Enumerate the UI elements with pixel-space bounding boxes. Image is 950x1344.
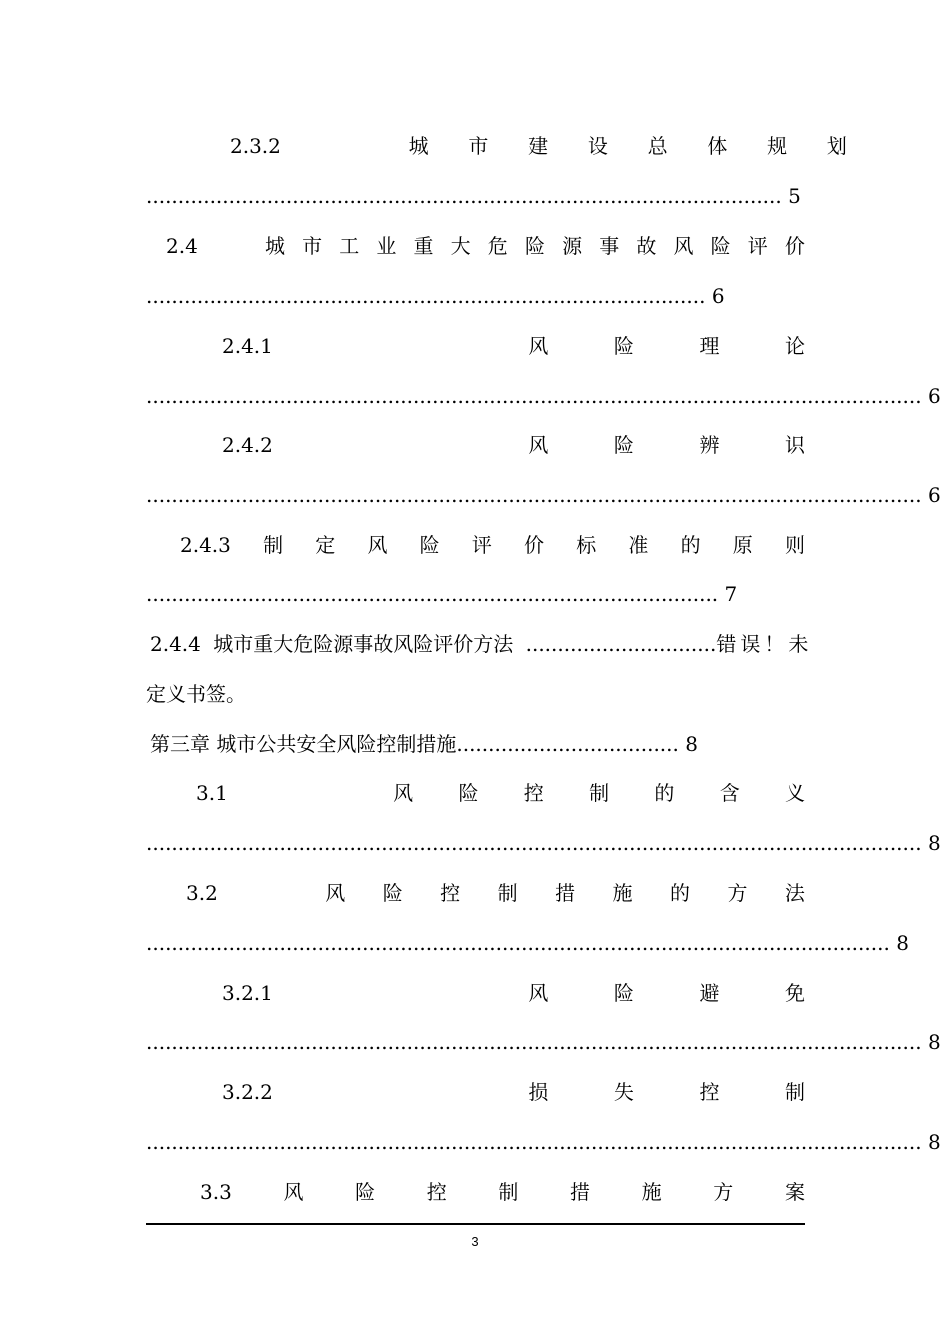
toc-entry-3-1[interactable]: 3.1 风 险 控 制 的 含 义 bbox=[196, 778, 805, 808]
toc-page: 5 bbox=[788, 184, 801, 208]
toc-entry-3-2[interactable]: 3.2 风 险 控 制 措 施 的 方 法 bbox=[186, 878, 805, 908]
toc-leader-2-4 bbox=[146, 281, 805, 311]
toc-leader-2-3-2 bbox=[146, 181, 805, 211]
toc-leader-2-4-3 bbox=[146, 579, 805, 609]
leader-dots: .......................................................................................................................... bbox=[146, 384, 922, 408]
toc-number: 2.3.2 bbox=[230, 134, 281, 158]
footer-divider bbox=[146, 1223, 805, 1225]
toc-page: 8 bbox=[896, 931, 909, 955]
toc-number: 2.4.4 bbox=[150, 632, 201, 656]
toc-entry-3-2-2[interactable]: 3.2.2 损 失 控 制 bbox=[222, 1077, 805, 1107]
toc-page: 6 bbox=[927, 483, 941, 507]
toc-title: 第三章 城市公共安全风险控制措施 bbox=[150, 732, 457, 756]
toc-entry-2-4-1[interactable]: 2.4.1 风 险 理 论 bbox=[222, 331, 805, 361]
toc-page: 8 bbox=[927, 831, 941, 855]
toc-entry-3-2-1[interactable]: 3.2.1 风 险 避 免 bbox=[222, 978, 805, 1008]
leader-dots: ................................... bbox=[456, 732, 679, 756]
toc-entry-chapter-3[interactable] bbox=[150, 729, 809, 759]
bookmark-error: 错误！未 bbox=[716, 632, 813, 656]
toc-number: 2.4.3 bbox=[180, 533, 231, 557]
toc-leader-2-4-1 bbox=[146, 381, 941, 411]
toc-number: 2.4.2 bbox=[222, 433, 273, 457]
toc-number: 3.1 bbox=[196, 781, 228, 805]
toc-entry-2-4[interactable]: 2.4 城 市 工 业 重 大 危 险 源 事 故 风 险 评 价 bbox=[166, 231, 805, 261]
leader-dots: .......................................................................................................................... bbox=[146, 1030, 922, 1054]
bookmark-error-cont: 定义书签。 bbox=[146, 682, 246, 706]
leader-dots: .......................................................................................... bbox=[146, 582, 719, 606]
toc-entry-2-4-2[interactable]: 2.4.2 风 险 辨 识 bbox=[222, 430, 805, 460]
leader-dots: ........................................................................................ bbox=[146, 284, 706, 308]
toc-number: 3.3 bbox=[200, 1180, 232, 1204]
leader-dots: .......................................................................................................................... bbox=[146, 483, 922, 507]
leader-dots: ..................................................................................................................... bbox=[146, 931, 890, 955]
toc-number: 2.4.1 bbox=[222, 334, 273, 358]
toc-title: 城市重大危险源事故风险评价方法 bbox=[213, 632, 514, 656]
page-number: 3 bbox=[471, 1234, 479, 1249]
toc-entry-2-4-4[interactable] bbox=[150, 629, 813, 659]
toc-page: 8 bbox=[685, 732, 698, 756]
toc-page: 6 bbox=[711, 284, 725, 308]
toc-entry-3-3[interactable]: 3.3 风 险 控 制 措 施 方 案 bbox=[200, 1177, 805, 1207]
leader-dots: .............................. bbox=[525, 632, 717, 656]
toc-number: 3.2 bbox=[186, 881, 218, 905]
toc-entry-2-4-3[interactable]: 2.4.3 制 定 风 险 评 价 标 准 的 原 则 bbox=[180, 530, 805, 560]
leader-dots: .................................................................................................... bbox=[146, 184, 782, 208]
toc-leader-3-2 bbox=[146, 928, 909, 958]
toc-number: 3.2.1 bbox=[222, 981, 273, 1005]
toc-leader-3-1 bbox=[146, 828, 941, 858]
toc-page: 8 bbox=[927, 1030, 941, 1054]
leader-dots: .......................................................................................................................... bbox=[146, 831, 922, 855]
leader-dots: .......................................................................................................................... bbox=[146, 1130, 922, 1154]
toc-page: 8 bbox=[927, 1130, 941, 1154]
toc-number: 2.4 bbox=[166, 234, 198, 258]
toc-page: 6 bbox=[927, 384, 941, 408]
toc-leader-3-2-2 bbox=[146, 1127, 941, 1157]
toc-leader-2-4-2 bbox=[146, 480, 941, 510]
toc-entry-2-3-2[interactable]: 2.3.2 城 市 建 设 总 体 规 划 bbox=[188, 131, 847, 161]
toc-number: 3.2.2 bbox=[222, 1080, 273, 1104]
toc-leader-3-2-1 bbox=[146, 1027, 941, 1057]
toc-page: 7 bbox=[724, 582, 738, 606]
toc-entry-2-4-4-cont bbox=[146, 679, 805, 709]
